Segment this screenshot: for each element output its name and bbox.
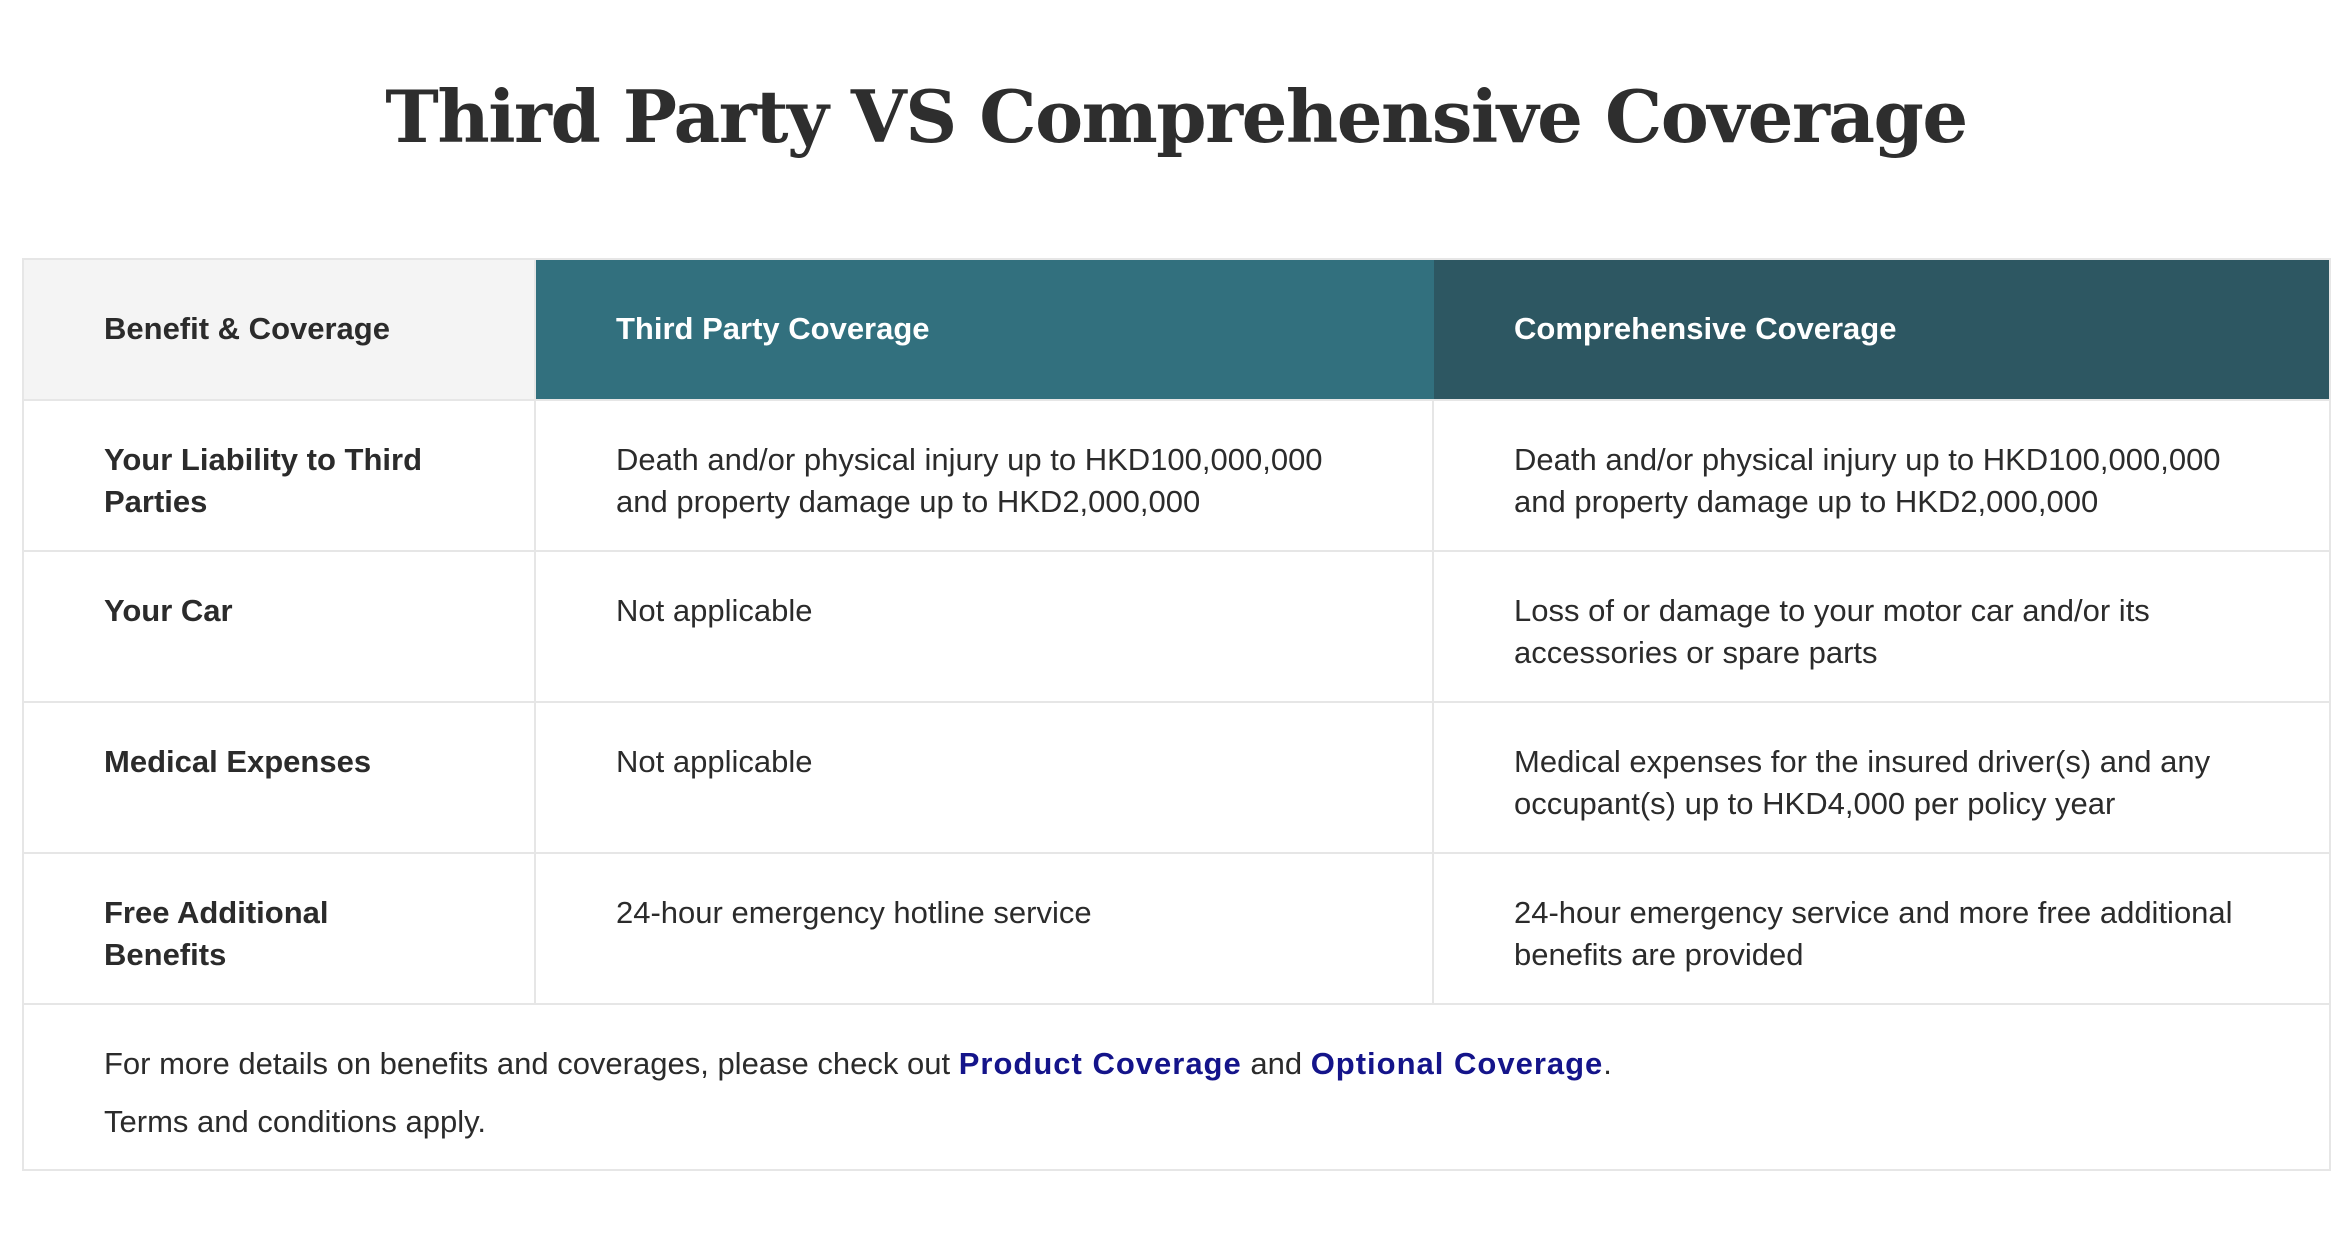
details-text-after: . bbox=[1603, 1046, 1612, 1081]
coverage-comparison-table bbox=[22, 258, 2331, 1171]
product-coverage-link[interactable]: Product Coverage bbox=[958, 1046, 1242, 1081]
third-party-value: Not applicable bbox=[536, 552, 1434, 701]
table-row bbox=[24, 401, 2329, 552]
terms-note: Terms and conditions apply. bbox=[104, 1104, 486, 1139]
header-third-party-coverage: Third Party Coverage bbox=[536, 260, 1434, 399]
comprehensive-value: 24-hour emergency service and more free additional benefits are provided bbox=[1514, 895, 2233, 972]
table-row bbox=[24, 703, 2329, 854]
header-benefit-coverage: Benefit & Coverage bbox=[24, 260, 536, 399]
details-text-between: and bbox=[1241, 1046, 1311, 1081]
third-party-value: Death and/or physical injury up to HKD100,000,000 and property damage up to HKD2,000,000 bbox=[536, 401, 1434, 550]
optional-coverage-link[interactable]: Optional Coverage bbox=[1310, 1046, 1604, 1081]
table-row bbox=[24, 854, 2329, 1005]
details-note bbox=[104, 1035, 2249, 1093]
benefit-name: Your Car bbox=[24, 552, 536, 701]
table-footer bbox=[24, 1005, 2329, 1169]
third-party-value: 24-hour emergency hotline service bbox=[536, 854, 1434, 1003]
comprehensive-value: Loss of or damage to your motor car and/or its accessories or spare parts bbox=[1514, 593, 2150, 670]
table-row bbox=[24, 552, 2329, 703]
details-text-before: For more details on benefits and coverages, please check out bbox=[104, 1046, 959, 1081]
comprehensive-value: Medical expenses for the insured driver(s) and any occupant(s) up to HKD4,000 per policy year bbox=[1514, 744, 2211, 821]
benefit-name: Medical Expenses bbox=[24, 703, 536, 852]
header-comprehensive-coverage: Comprehensive Coverage bbox=[1434, 260, 2329, 399]
comprehensive-value: Death and/or physical injury up to HKD100,000,000 and property damage up to HKD2,000,000 bbox=[1514, 442, 2221, 519]
benefit-name: Your Liability to Third Parties bbox=[24, 401, 536, 550]
third-party-value: Not applicable bbox=[536, 703, 1434, 852]
table-header-row bbox=[24, 260, 2329, 401]
benefit-name: Free Additional Benefits bbox=[24, 854, 536, 1003]
page-title: Third Party VS Comprehensive Coverage bbox=[385, 74, 1967, 159]
